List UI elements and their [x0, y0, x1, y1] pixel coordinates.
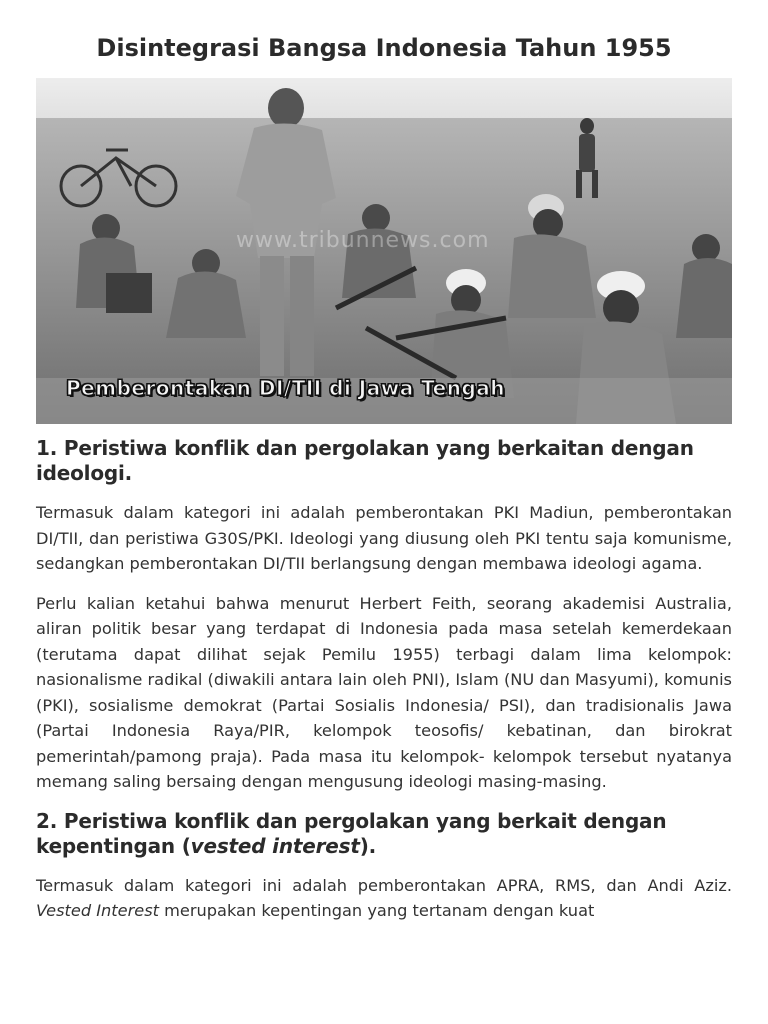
section-2-heading-emphasis: vested interest — [190, 833, 360, 858]
article-body — [36, 436, 732, 938]
photo-watermark: www.tribunnews.com — [236, 228, 490, 253]
section-2-paragraph-emphasis: Vested Interest — [36, 901, 159, 920]
historical-photo — [36, 78, 732, 424]
section-2-heading-text: 2. Peristiwa konflik dan pergolakan yang berkait dengan kepentingan ( — [36, 808, 667, 858]
section-1-paragraph-2: Perlu kalian ketahui bahwa menurut Herbert Feith, seorang akademisi Australia, aliran politik besar yang terdapat di Indonesia pada masa setelah kemerdekaan (terutama dapat dilihat sejak Pemilu 1955) terbagi dalam lima kelompok: nasionalisme radikal (diwakili antara lain oleh PNI), Islam (NU dan Masyumi), komunis (PKI), sosialisme demokrat (Partai Sosialis Indonesia/ PSI), dan tradisionalis Jawa (Partai Indonesia Raya/PIR, kelompok teosofis/ kebatinan, dan birokrat pemerintah/pamong praja). Pada masa itu kelompok- kelompok tersebut nyatanya memang saling bersaing dengan mengusung ideologi masing-masing. — [36, 593, 732, 791]
section-2-heading — [36, 809, 732, 859]
section-2-heading-end: ). — [359, 833, 377, 858]
photo-caption: Pemberontakan DI/TII di Jawa Tengah — [66, 376, 506, 400]
section-2-paragraph-end: merupakan kepentingan yang tertanam dengan kuat — [158, 901, 595, 920]
section-1-heading: 1. Peristiwa konflik dan pergolakan yang berkaitan dengan ideologi. — [36, 436, 694, 485]
section-1-paragraph-1: Termasuk dalam kategori ini adalah pemberontakan PKI Madiun, pemberontakan DI/TII, dan peristiwa G30S/PKI. Ideologi yang diusung oleh PKI tentu saja komunisme, sedangkan pemberontakan DI/TII berlangsung dengan membawa ideologi agama. — [36, 503, 732, 573]
section-2-paragraph-1 — [36, 873, 732, 924]
section-2-paragraph-text: Termasuk dalam kategori ini adalah pemberontakan APRA, RMS, dan Andi Aziz. — [36, 875, 732, 895]
page-title: Disintegrasi Bangsa Indonesia Tahun 1955 — [96, 34, 672, 62]
